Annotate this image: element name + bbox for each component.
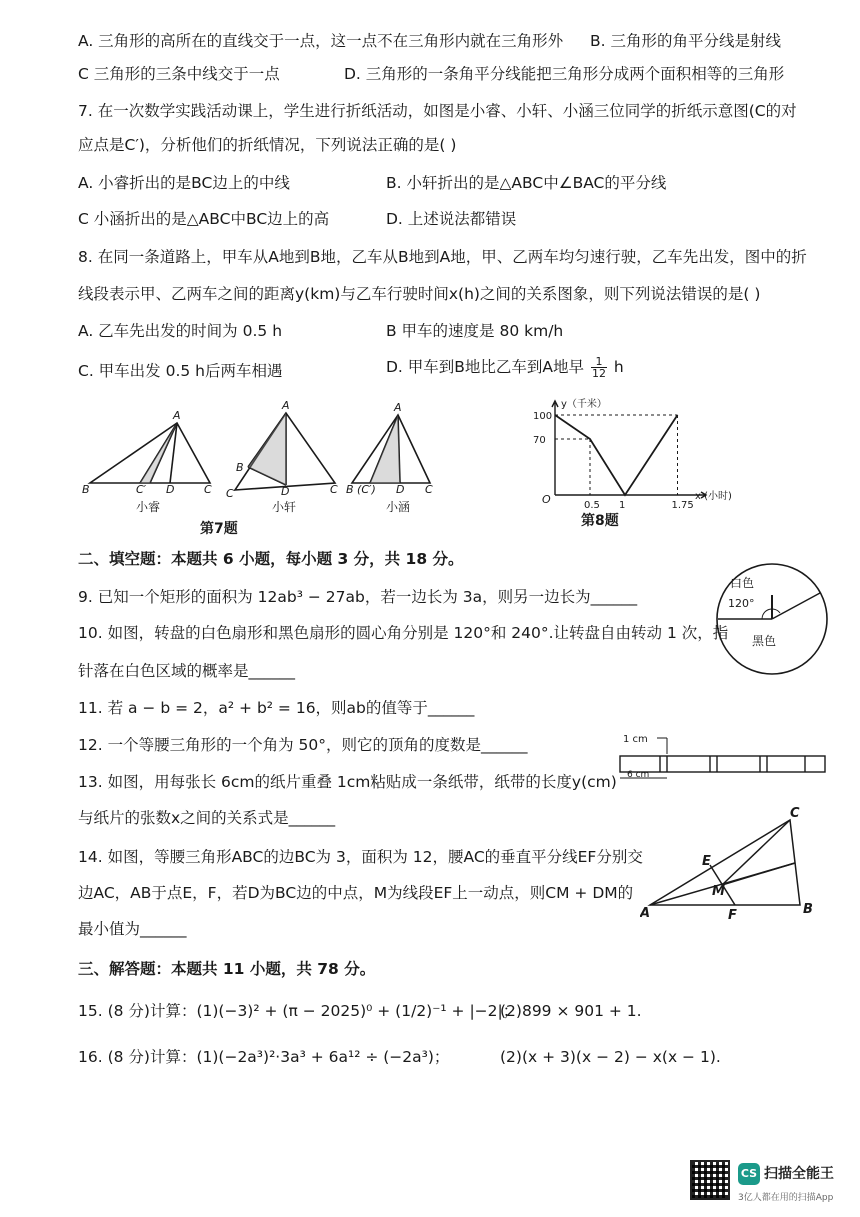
q7-option-b: B. 小轩折出的是△ABC中∠BAC的平分线: [386, 174, 667, 192]
section-2-heading: 二、填空题：本题共 6 小题，每小题 3 分，共 18 分。: [78, 550, 464, 568]
caption-xiaoxuan: 小轩: [272, 500, 297, 514]
q7-option-c: C 小涵折出的是△ABC中BC边上的高: [78, 210, 330, 228]
paper-strip-figure: [615, 730, 830, 785]
figure-14: [640, 805, 825, 925]
fraction-denominator: 12: [591, 367, 606, 380]
piece-length-label: 6 cm: [627, 770, 650, 780]
q8-option-c: C. 甲车出发 0.5 h后两车相遇: [78, 362, 283, 380]
caption-xiaohan: 小涵: [386, 500, 411, 514]
app-tagline: 3亿人都在用的扫描App: [738, 1193, 834, 1203]
q16-part1: 16. (8 分)计算：(1)(−2a³)²·3a³ + 6a¹² ÷ (−2a³)；: [78, 1048, 450, 1066]
figure-7-caption: 第7题: [200, 521, 238, 537]
label-a-1: A: [173, 409, 181, 422]
label-d-1: D: [166, 483, 175, 496]
q8-stem-line1: 8. 在同一条道路上，甲车从A地到B地，乙车从B地到A地，甲、乙两车均匀速行驶，乙车先出发，图中的折: [78, 248, 807, 266]
label-c-1: C: [204, 483, 212, 496]
q14-stem-line1: 14. 如图，等腰三角形ABC的边BC为 3，面积为 12，腰AC的垂直平分线EF分别交: [78, 848, 643, 866]
q6-option-a: A. 三角形的高所在的直线交于一点，这一点不在三角形内就在三角形外: [78, 32, 564, 50]
label-cp-1: C′: [136, 483, 147, 496]
q11-stem: 11. 若 a − b = 2，a² + b² = 16，则ab的值等于______: [78, 699, 475, 717]
y-axis-label: y（千米）: [561, 399, 607, 410]
label-a: A: [640, 906, 651, 921]
q8-option-d-fraction: [591, 356, 607, 379]
q15-part2: (2)899 × 901 + 1.: [500, 1002, 642, 1020]
section-3-heading: 三、解答题：本题共 11 小题，共 78 分。: [78, 960, 376, 978]
q8-option-d: [386, 356, 624, 379]
label-c-2: C: [330, 483, 338, 496]
q7-stem-line1: 7. 在一次数学实践活动课上，学生进行折纸活动，如图是小睿、小轩、小涵三位同学的折纸示意图(C的对: [78, 102, 797, 120]
label-b-1: B: [82, 483, 90, 496]
distance-series-line: [555, 415, 678, 495]
y-tick-label: 70: [533, 435, 546, 446]
q15-part1: 15. (8 分)计算：(1)(−3)² + (π − 2025)⁰ + (1/2)⁻¹ + |−2|；: [78, 1002, 519, 1020]
white-sector-label: 白色: [730, 576, 755, 590]
y-tick-label: 100: [533, 411, 553, 422]
q8-option-d-unit: h: [613, 358, 624, 376]
black-sector-label: 黑色: [752, 634, 777, 648]
label-a-3: A: [394, 401, 402, 414]
q13-stem-line2: 与纸片的张数x之间的关系式是______: [78, 809, 336, 827]
q8-option-b: B 甲车的速度是 80 km/h: [386, 322, 564, 340]
label-m: M: [712, 884, 725, 899]
x-tick-label: 1: [619, 500, 626, 511]
qr-code-image: [690, 1160, 730, 1200]
q12-stem: 12. 一个等腰三角形的一个角为 50°，则它的顶角的度数是______: [78, 736, 528, 754]
q8-option-d-text: D. 甲车到B地比乙车到A地早: [386, 358, 585, 376]
figure-8-caption: 第8题: [581, 513, 619, 529]
q10-stem-line1: 10. 如图，转盘的白色扇形和黑色扇形的圆心角分别是 120°和 240°.让转盘自由转动 1 次，指: [78, 624, 729, 642]
white-sector-angle: 120°: [728, 597, 755, 610]
label-f: F: [728, 908, 737, 923]
label-bcp-3: B (C′): [346, 483, 376, 496]
x-tick-label: 0.5: [584, 500, 600, 511]
label-c: C: [790, 806, 800, 821]
label-e: E: [702, 854, 711, 869]
q13-stem-line1: 13. 如图，用每张长 6cm的纸片重叠 1cm粘贴成一条纸带，纸带的长度y(cm): [78, 773, 617, 791]
x-tick-label: 1.75: [671, 500, 694, 511]
label-c-3: C: [425, 483, 433, 496]
q6-option-b: B. 三角形的角平分线是射线: [590, 32, 781, 50]
label-d-3: D: [396, 483, 405, 496]
q7-option-a: A. 小睿折出的是BC边上的中线: [78, 174, 290, 192]
label-d-2: D: [281, 485, 290, 498]
q7-option-d: D. 上述说法都错误: [386, 210, 517, 228]
origin-label: O: [542, 493, 551, 506]
q8-option-a: A. 乙车先出发的时间为 0.5 h: [78, 322, 283, 340]
q6-option-d: D. 三角形的一条角平分线能把三角形分成两个面积相等的三角形: [344, 65, 785, 83]
q14-stem-line3: 最小值为______: [78, 920, 187, 938]
overlap-label: 1 cm: [623, 734, 648, 745]
label-b-2: B: [236, 461, 244, 474]
caption-xiaorui: 小睿: [136, 500, 161, 514]
q14-stem-line2: 边AC，AB于点E，F，若D为BC边的中点，M为线段EF上一动点，则CM + DM的: [78, 884, 634, 902]
x-axis-label: x (小时): [695, 491, 732, 502]
q16-part2: (2)(x + 3)(x − 2) − x(x − 1).: [500, 1048, 721, 1066]
app-name: 扫描全能王: [764, 1166, 834, 1182]
q8-stem-line2: 线段表示甲、乙两车之间的距离y(km)与乙车行驶时间x(h)之间的关系图象，则下列说法错误的是( ): [78, 285, 761, 303]
label-cp-2: C′: [226, 487, 237, 500]
q7-stem-line2: 应点是C′)，分析他们的折纸情况，下列说法正确的是( ): [78, 136, 457, 154]
label-a-2: A: [282, 399, 290, 412]
spinner-figure: [710, 555, 840, 680]
q9-stem: 9. 已知一个矩形的面积为 12ab³ − 27ab，若一边长为 3a，则另一边长为______: [78, 588, 638, 606]
label-b: B: [803, 902, 813, 917]
figure-7: [80, 395, 440, 545]
q6-option-c: C 三角形的三条中线交于一点: [78, 65, 280, 83]
fraction-numerator: 1: [591, 356, 607, 368]
figure-8-chart: [525, 395, 745, 535]
camscanner-logo-icon: CS: [738, 1163, 760, 1185]
q10-stem-line2: 针落在白色区域的概率是______: [78, 662, 296, 680]
